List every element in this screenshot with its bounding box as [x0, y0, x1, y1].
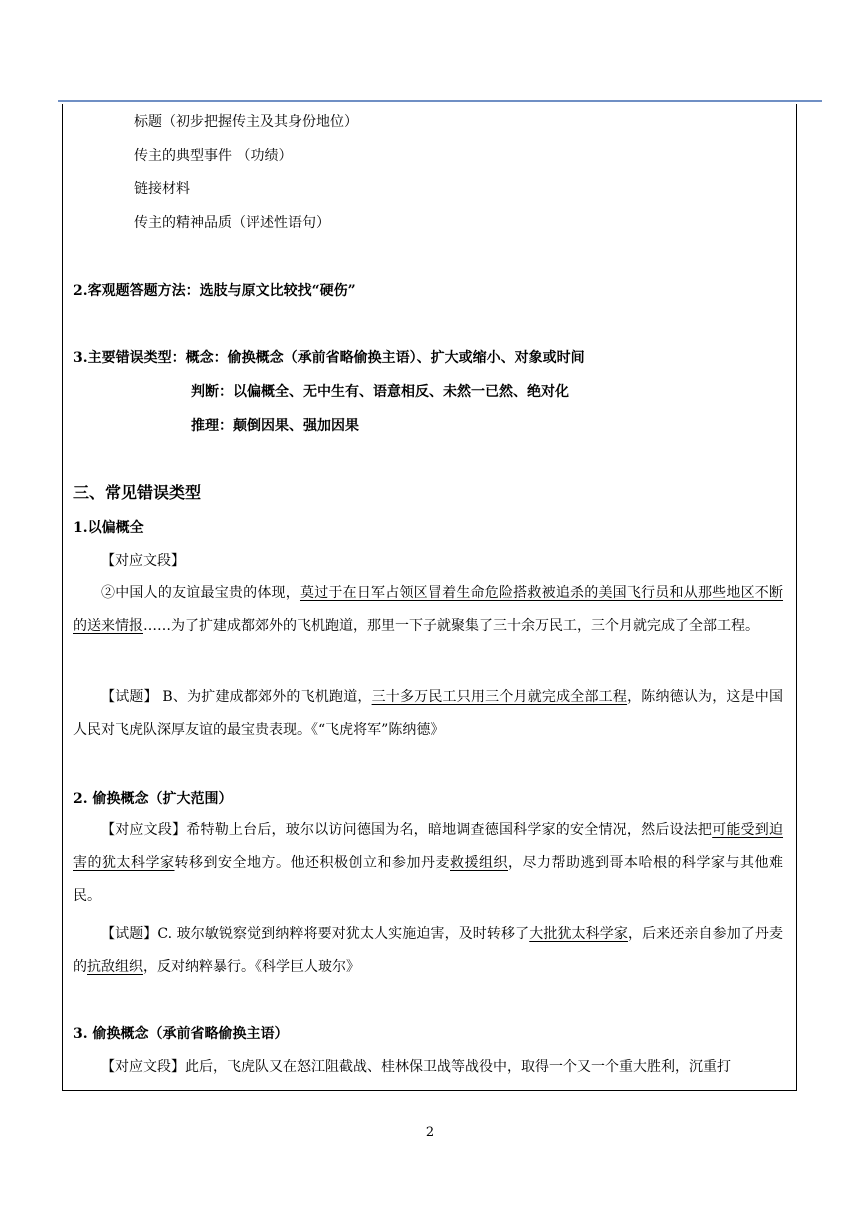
- section-heading: 三、常见错误类型: [73, 483, 202, 502]
- error-types-reasoning: 推理：颠倒因果、强加因果: [191, 418, 359, 434]
- test-1: 【试题】 B、为扩建成都郊外的飞机跑道，三十多万民工只用三个月就完成全部工程，陈纳德认为，这是中国人民对飞虎队深厚友谊的最宝贵表现。《“飞虎将军”陈纳德》: [73, 689, 783, 738]
- underlined-phrase: 莫过于在日军占领区冒着生命危险搭救被追杀的美国飞行员和从那些地区不断的送来情报: [73, 585, 784, 634]
- subsection-1-title: 1.以偏概全: [73, 520, 144, 536]
- list-item-title: 标题（初步把握传主及其身份地位）: [134, 114, 358, 130]
- subsection-3-title: 3. 偷换概念（承前省略偷换主语）: [73, 1026, 289, 1042]
- underlined-phrase: 救援组织: [450, 855, 508, 871]
- list-item-materials: 链接材料: [134, 181, 190, 197]
- passage-label: 【对应文段】: [101, 553, 185, 569]
- test-2: 【试题】C. 玻尔敏锐察觉到纳粹将要对犹太人实施迫害，及时转移了大批犹太科学家，后来还亲自参加了丹麦的抗敌组织，反对纳粹暴行。《科学巨人玻尔》: [73, 926, 784, 975]
- underlined-phrase: 大批犹太科学家: [529, 926, 628, 942]
- page-number: 2: [425, 1125, 435, 1140]
- passage-1: ②中国人的友谊最宝贵的体现，莫过于在日军占领区冒着生命危险搭救被追杀的美国飞行员和从那些地区不断的送来情报……为了扩建成都郊外的飞机跑道，那里一下子就聚集了三十余万民工，三个月就完成了全部工程。: [73, 585, 784, 634]
- header-rule: [58, 100, 822, 102]
- underlined-phrase: 三十多万民工只用三个月就完成全部工程: [371, 689, 628, 705]
- subsection-2-title: 2. 偷换概念（扩大范围）: [73, 791, 233, 807]
- passage-2: 【对应文段】希特勒上台后，玻尔以访问德国为名，暗地调查德国科学家的安全情况，然后设法把可能受到迫害的犹太科学家转移到安全地方。他还积极创立和参加丹麦救援组织，尽力帮助逃到哥本哈根的科学家与其他难民。: [73, 822, 784, 904]
- passage-3: 【对应文段】此后，飞虎队又在怒江阻截战、桂林保卫战等战役中，取得一个又一个重大胜利，沉重打: [101, 1059, 731, 1075]
- underlined-phrase: 抗敌组织: [87, 959, 143, 975]
- answer-method: 2.客观题答题方法：选肢与原文比较找“硬伤”: [73, 283, 356, 299]
- error-types-judgement: 判断：以偏概全、无中生有、语意相反、未然一已然、绝对化: [191, 384, 569, 400]
- error-types-concept: 3.主要错误类型：概念：偷换概念（承前省略偷换主语）、扩大或缩小、对象或时间: [73, 350, 585, 366]
- underlined-phrase: 可能受到迫害的犹太科学家: [73, 822, 784, 871]
- list-item-events: 传主的典型事件 （功绩）: [134, 148, 293, 164]
- list-item-qualities: 传主的精神品质（评述性语句）: [134, 215, 330, 231]
